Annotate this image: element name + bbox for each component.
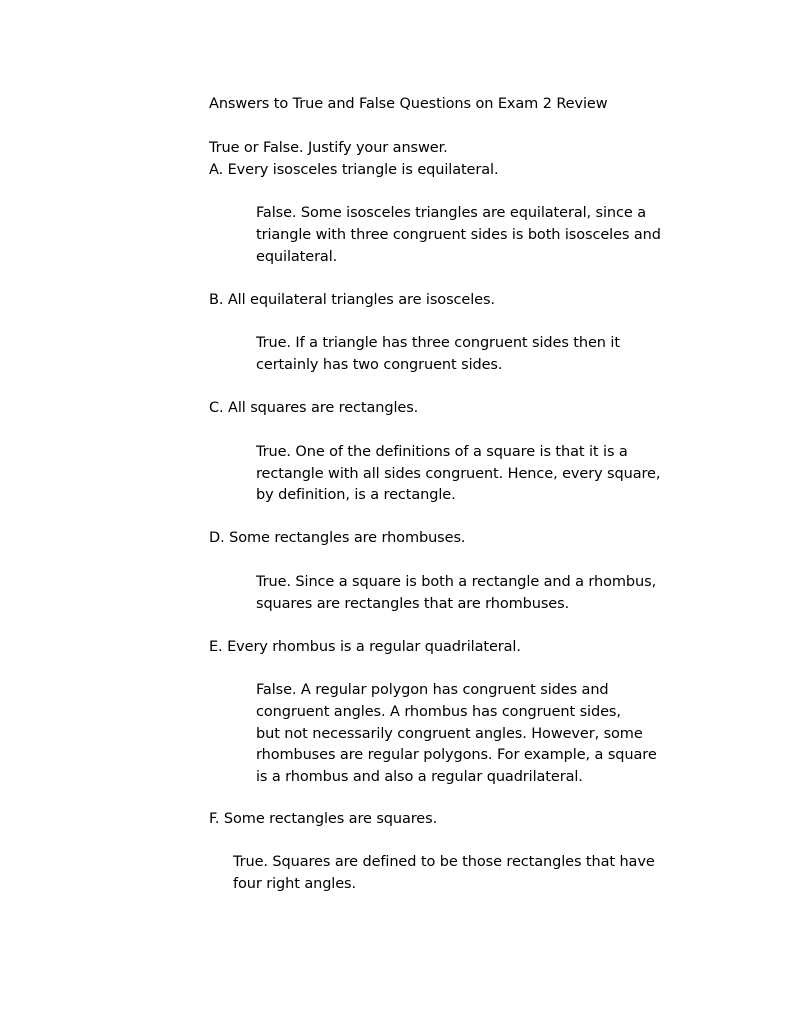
question-f-answer-line: True. Squares are defined to be those rectangles that have	[233, 854, 655, 870]
question-d-answer-line: True. Since a square is both a rectangle and a rhombus,	[256, 574, 657, 590]
question-b-statement: B. All equilateral triangles are isosceles.	[209, 292, 495, 308]
question-e-answer-line: False. A regular polygon has congruent sides and	[256, 682, 609, 698]
question-e-answer-line: is a rhombus and also a regular quadrilateral.	[256, 769, 583, 785]
question-f-statement: F. Some rectangles are squares.	[209, 811, 438, 827]
question-a-answer-line: triangle with three congruent sides is both isosceles and	[256, 227, 661, 243]
question-a-answer-line: equilateral.	[256, 249, 338, 265]
question-e-answer-line: but not necessarily congruent angles. However, some	[256, 726, 643, 742]
document-title: Answers to True and False Questions on Exam 2 Review	[209, 96, 608, 112]
question-e-statement: E. Every rhombus is a regular quadrilateral.	[209, 639, 521, 655]
question-c-answer-line: True. One of the definitions of a square is that it is a	[256, 444, 628, 460]
instructions: True or False. Justify your answer.	[209, 140, 448, 156]
question-f-answer-line: four right angles.	[233, 876, 357, 892]
question-d-answer-line: squares are rectangles that are rhombuses.	[256, 596, 570, 612]
question-e-answer-line: rhombuses are regular polygons. For example, a square	[256, 747, 657, 763]
question-a-answer-line: False. Some isosceles triangles are equilateral, since a	[256, 205, 647, 221]
question-c-statement: C. All squares are rectangles.	[209, 400, 419, 416]
question-e-answer-line: congruent angles. A rhombus has congruent sides,	[256, 704, 621, 720]
question-a-statement: A. Every isosceles triangle is equilateral.	[209, 162, 499, 178]
question-c-answer-line: rectangle with all sides congruent. Hence, every square,	[256, 466, 661, 482]
question-d-statement: D. Some rectangles are rhombuses.	[209, 530, 466, 546]
question-c-answer-line: by definition, is a rectangle.	[256, 487, 456, 503]
question-b-answer-line: True. If a triangle has three congruent sides then it	[256, 335, 620, 351]
question-b-answer-line: certainly has two congruent sides.	[256, 357, 503, 373]
